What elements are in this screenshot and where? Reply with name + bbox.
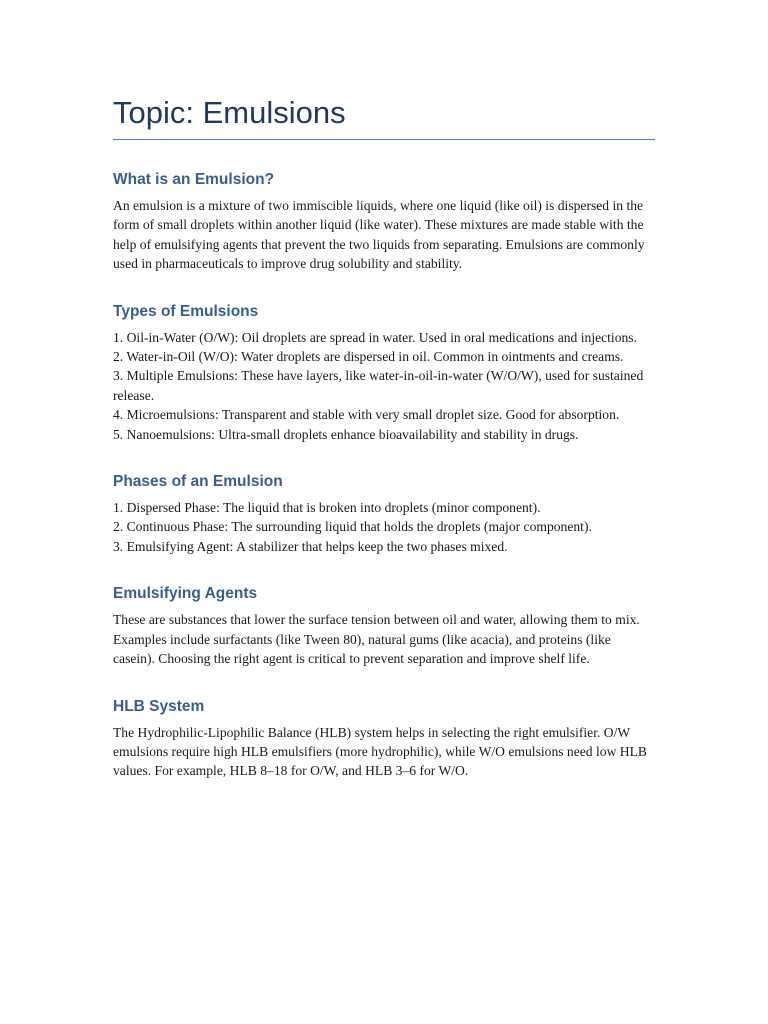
- phases-list: [113, 498, 655, 556]
- section-paragraph: The Hydrophilic-Lipophilic Balance (HLB) system helps in selecting the right emulsifier. O/W emulsions require high HLB emulsifiers (more hydrophilic), while W/O emulsions need low HLB values. For example, HLB 8–18 for O/W, and HLB 3–6 for W/O.: [113, 724, 647, 779]
- section-types-of-emulsions: [113, 302, 655, 444]
- types-list: [113, 328, 655, 444]
- section-phases: [113, 472, 655, 556]
- section-what-is-emulsion: [113, 170, 655, 274]
- list-item: 5. Nanoemulsions: Ultra-small droplets enhance bioavailability and stability in drugs.: [113, 426, 579, 442]
- list-item: 1. Dispersed Phase: The liquid that is broken into droplets (minor component).: [113, 500, 541, 516]
- section-heading: What is an Emulsion?: [113, 171, 275, 188]
- section-heading: Types of Emulsions: [113, 302, 259, 320]
- section-heading: HLB System: [113, 697, 205, 715]
- list-item: 3. Multiple Emulsions: These have layers, like water-in-oil-in-water (W/O/W), used for sustained release.: [113, 368, 644, 403]
- list-item: 4. Microemulsions: Transparent and stable with very small droplet size. Good for absorption.: [113, 407, 620, 423]
- list-item: 1. Oil-in-Water (O/W): Oil droplets are spread in water. Used in oral medications and injections.: [113, 329, 637, 345]
- section-emulsifying-agents: [113, 584, 655, 668]
- list-item: 2. Water-in-Oil (W/O): Water droplets are dispersed in oil. Common in ointments and creams.: [113, 349, 624, 365]
- page-title: Topic: Emulsions: [113, 95, 346, 130]
- section-paragraph: An emulsion is a mixture of two immiscible liquids, where one liquid (like oil) is dispersed in the form of small droplets within another liquid (like water). These mixtures are made stable with the help of emulsifying agents that prevent the two liquids from separating. Emulsions are commonly used in pharmaceuticals to improve drug solubility and stability.: [113, 198, 645, 272]
- section-heading: Emulsifying Agents: [113, 585, 258, 603]
- title-underline: [113, 139, 655, 140]
- list-item: 2. Continuous Phase: The surrounding liquid that holds the droplets (major component).: [113, 519, 592, 535]
- section-paragraph: These are substances that lower the surface tension between oil and water, allowing them to mix. Examples include surfactants (like Tween 80), natural gums (like acacia), and proteins (like casein). Choosing the right agent is critical to prevent separation and improve shelf life.: [113, 612, 640, 667]
- section-hlb-system: [113, 697, 655, 781]
- list-item: 3. Emulsifying Agent: A stabilizer that helps keep the two phases mixed.: [113, 538, 508, 554]
- section-heading: Phases of an Emulsion: [113, 473, 283, 491]
